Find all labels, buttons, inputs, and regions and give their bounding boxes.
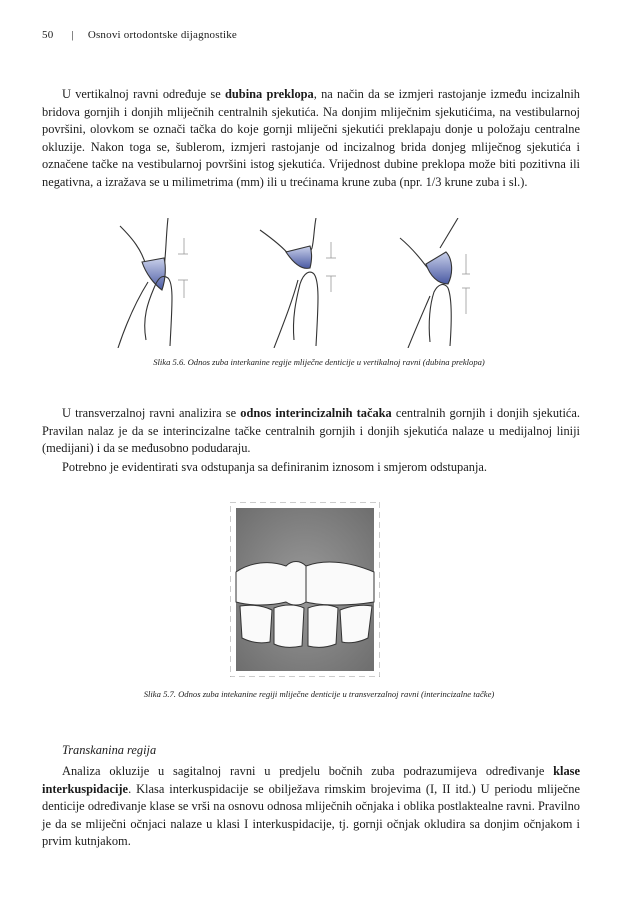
header-separator: | xyxy=(71,29,74,41)
paragraph-deviations: Potrebno je evidentirati sva odstupanja sa definiranim iznosom i smjerom odstupanja. xyxy=(62,460,487,474)
diagram-overbite-2 xyxy=(260,218,336,348)
page-number: 50 xyxy=(42,29,54,41)
lower-tooth-left xyxy=(240,605,272,643)
term-overbite-depth: dubina preklopa xyxy=(225,87,314,101)
figure-overbite-diagrams xyxy=(108,218,528,348)
upper-incisors xyxy=(236,562,374,606)
running-header xyxy=(42,29,237,41)
diagram-overbite-1 xyxy=(118,218,188,348)
running-title: Osnovi ortodontske dijagnostike xyxy=(87,29,238,41)
term-intercuspation-class: klase interkuspidacije xyxy=(42,764,580,796)
figure-caption-5-6: Slika 5.6. Odnos zuba interkanine regije mliječne denticije u vertikalnoj ravni (dubina preklopa) xyxy=(153,357,485,367)
lower-incisor-left xyxy=(274,605,304,647)
section-subheading: Transkanina regija xyxy=(62,743,157,757)
paragraph-transversal: U transverzalnoj ravni analizira se odnos interincizalnih tačaka centralnih gornjih i donjih sjekutića. Pravilan nalaz je da se interincizalne tačke centralnih gornjih i donjih sjekutića nalaze u medijalnoj liniji (medijani) i da se međusobno podudaraju. xyxy=(42,406,581,456)
lower-incisor-right xyxy=(308,605,338,647)
lower-tooth-right xyxy=(340,605,372,643)
paragraph-transcanine: Analiza okluzije u sagitalnoj ravni u predjelu bočnih zuba podrazumijeva određivanje klase interkuspidacije. Klasa interkuspidacije se obilježava rimskim brojevima (I, II itd.) U periodu mliječne denticije određivanje klase se vrši na osnovu odnosa mliječnih očnjaka i oblika postlaktealne ravni. Pravilno je da se mliječni očnjaci nalaze u klasi I interkuspidacije, tj. gornji očnjak okludira sa donjim očnjakom i prvim kutnjakom. xyxy=(42,764,580,849)
paragraph-vertical-overbite: U vertikalnoj ravni određuje se dubina preklopa, na način da se izmjeri rastojanje između incizalnih bridova gornjih i donjih mliječnih centralnih sjekutića. Na donjim mliječnim sjekutićima, na vestibularnoj površini, olovkom se označi tačka do koje gornji mliječni sjekutići preklapaju donje u položaju centralne okluzije. Nakon toga se, šublerom, izmjeri rastojanje od incizalnog brida donjeg mliječnog sjekutića i označene tačke na vestibularnoj površini istog sjekutića. Vrijednost dubine preklopa može biti pozitivna ili negativna, a izražava se u milimetrima (mm) ili u trećinama krune zuba (npr. 1/3 krune zuba i sl.). xyxy=(42,87,580,189)
figure-caption-5-7: Slika 5.7. Odnos zuba intekanine regiji mliječne denticije u transverzalnoj ravni (interincizalne tačke) xyxy=(143,689,495,699)
diagram-overbite-3 xyxy=(400,218,470,348)
term-interincisal-points: odnos interincizalnih tačaka xyxy=(240,406,392,420)
figure-interincisal-photo xyxy=(230,502,380,677)
